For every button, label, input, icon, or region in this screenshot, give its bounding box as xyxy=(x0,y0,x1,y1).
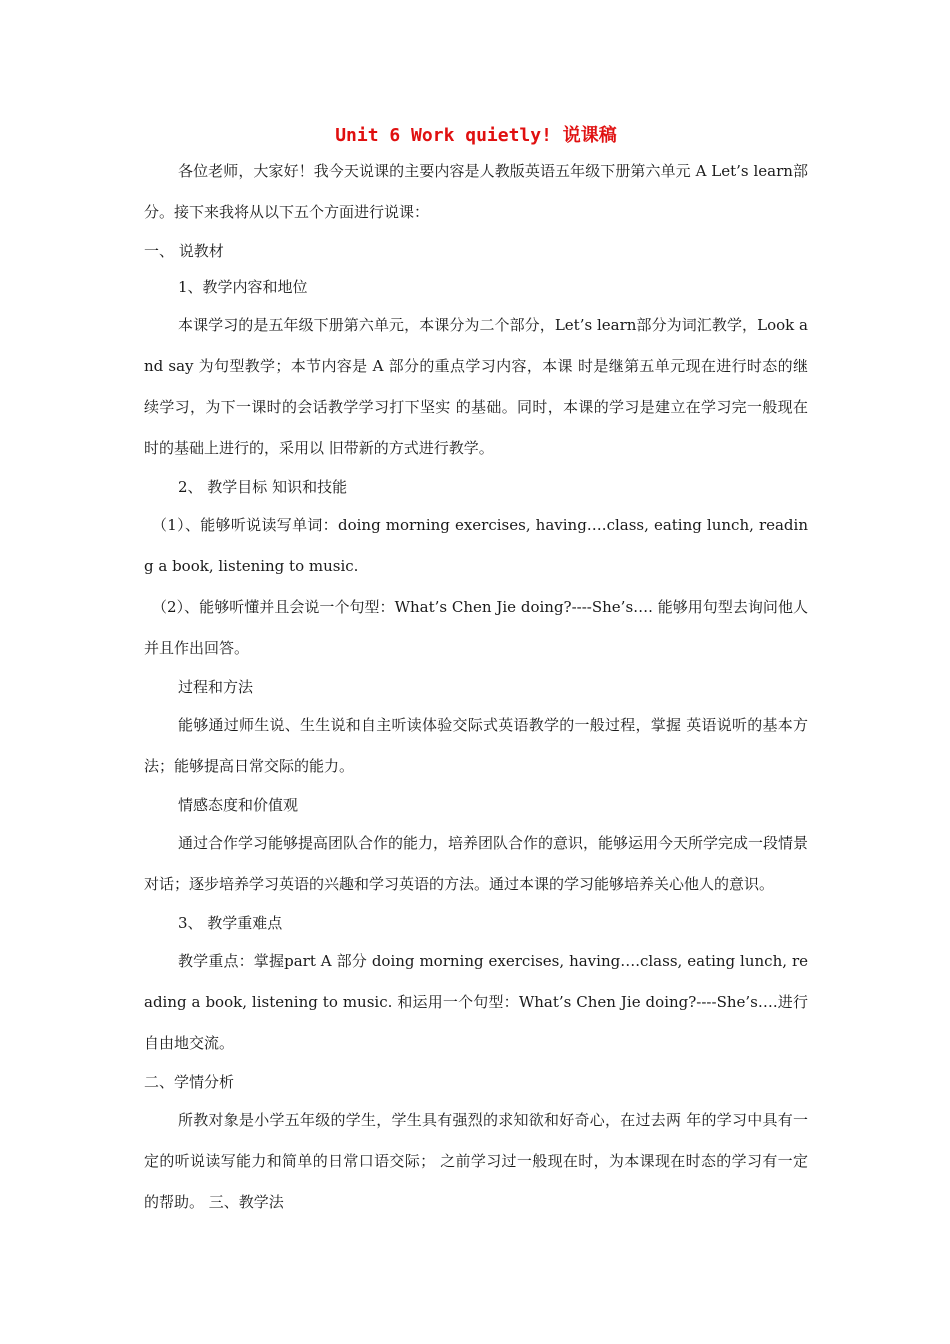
subheading-content-position: 1、教学内容和地位 xyxy=(178,278,308,296)
section-heading-learner-analysis: 二、学情分析 xyxy=(144,1073,235,1091)
subheading-key-difficult-points: 3、 教学重难点 xyxy=(178,914,283,932)
content-position-paragraph: 本课学习的是五年级下册第六单元，本课分为二个部分，Let’s learn部分为词汇教学，Look and say 为句型教学；本节内容是 A 部分的重点学习内容，本课 时是继第五单元现在进行时态的继续学习，为下一课时的会话教学学习打下坚实 的基础。同时，本课的学习是建立在学习完一般现在时的基础上进行的，采用以 旧带新的方式进行教学。 xyxy=(144,316,808,457)
learner-analysis-paragraph: 所教对象是小学五年级的学生，学生具有强烈的求知欲和好奇心，在过去两 年的学习中具有一定的听说读写能力和简单的日常口语交际； 之前学习过一般现在时，为本课现在时态的学习有一定的帮助。 三、教学法 xyxy=(144,1111,808,1211)
key-points-paragraph: 教学重点：掌握part A 部分 doing morning exercises, having….class, eating lunch, reading a book, listening to music. 和运用一个句型：What’s Chen Jie doing?----She’s….进行自由地交流。 xyxy=(144,952,808,1052)
emotion-values-paragraph: 通过合作学习能够提高团队合作的能力，培养团队合作的意识，能够运用今天所学完成一段情景对话；逐步培养学习英语的兴趣和学习英语的方法。通过本课的学习能够培养关心他人的意识。 xyxy=(144,834,809,893)
process-methods-paragraph: 能够通过师生说、生生说和自主听读体验交际式英语教学的一般过程，掌握 英语说听的基本方法；能够提高日常交际的能力。 xyxy=(144,716,808,775)
subheading-emotion-values: 情感态度和价值观 xyxy=(178,796,299,814)
section-heading-textbook: 一、 说教材 xyxy=(144,242,224,260)
subheading-process-methods: 过程和方法 xyxy=(178,678,254,696)
goal-item-2: （2）、能够听懂并且会说一个句型：What’s Chen Jie doing?----She’s…. 能够用句型去询问他人并且作出回答。 xyxy=(144,598,808,657)
goal-item-1: （1）、能够听说读写单词：doing morning exercises, having….class, eating lunch, reading a book, listening to music. xyxy=(144,516,808,575)
document-content xyxy=(144,121,808,1223)
subheading-teaching-goals: 2、 教学目标 知识和技能 xyxy=(178,478,348,496)
document-title: Unit 6 Work quietly! 说课稿 xyxy=(335,125,617,146)
intro-paragraph: 各位老师，大家好！我今天说课的主要内容是人教版英语五年级下册第六单元 A Let’s learn部分。接下来我将从以下五个方面进行说课： xyxy=(144,162,808,221)
